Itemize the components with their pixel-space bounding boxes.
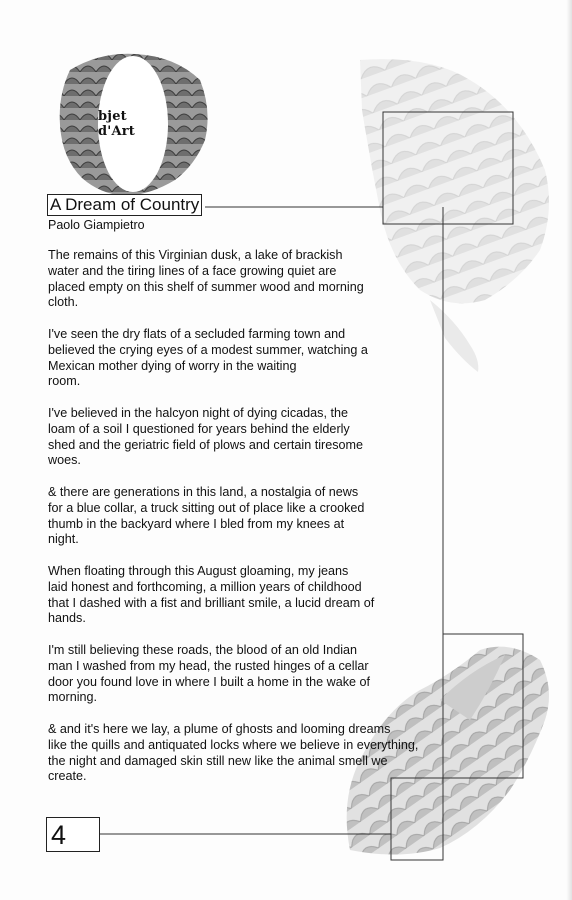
poem-line: The remains of this Virginian dusk, a lake of brackish xyxy=(48,248,343,262)
stanza xyxy=(48,327,448,390)
poem-line: for a blue collar, a truck sitting out of place like a crooked xyxy=(48,500,365,515)
poem-line: I'm still believing these roads, the blood of an old Indian xyxy=(48,642,358,657)
poem-line: create. xyxy=(48,769,87,784)
poem-line: laid honest and forthcoming, a million years of childhood xyxy=(48,579,362,594)
poem-line: door you found love in where I built a home in the wake of xyxy=(48,674,371,689)
article-author: Paolo Giampietro xyxy=(48,218,145,232)
poem-line: night. xyxy=(48,532,79,547)
poem-line: room. xyxy=(48,374,81,389)
poem-line: cloth. xyxy=(48,295,79,310)
poem-line: woes. xyxy=(48,453,81,468)
poem-line: loam of a soil I questioned for years behind the elderly xyxy=(48,421,350,436)
poem-line: believed the crying eyes of a modest summer, watching a xyxy=(48,342,368,357)
poem-line: man I washed from my head, the rusted hinges of a cellar xyxy=(48,658,369,673)
poem-line: like the quills and antiquated locks where we believe in everything, xyxy=(48,737,419,752)
article-title: A Dream of Country xyxy=(47,194,202,216)
logo-text: bjet d'Art xyxy=(98,109,136,139)
poem-line: hands. xyxy=(48,611,86,626)
poem-line: morning. xyxy=(48,690,97,705)
page-number-box xyxy=(46,817,100,852)
poem-line: shed and the geriatric field of plows and certain tiresome xyxy=(48,437,364,452)
stanza xyxy=(48,722,448,785)
stanza xyxy=(48,564,448,627)
poem-line: the night and damaged skin still new like the animal smell we xyxy=(48,753,388,768)
poem-line: Mexican mother dying of worry in the waiting xyxy=(48,358,297,373)
poem-line: placed empty on this shelf of summer wood and morning xyxy=(48,279,364,294)
stanza xyxy=(48,643,448,706)
stanza xyxy=(48,485,448,548)
poem-line: & and it's here we lay, a plume of ghosts and looming dreams xyxy=(48,721,391,736)
poem-body xyxy=(48,248,448,801)
poem-line: & there are generations in this land, a nostalgia of news xyxy=(48,484,359,499)
poem-line: I've believed in the halcyon night of dying cicadas, the xyxy=(48,405,348,420)
poem-line: water and the tiring lines of a face growing quiet are xyxy=(48,263,337,278)
page-number: 4 xyxy=(51,820,67,850)
poem-line: thumb in the backyard where I bled from my knees at xyxy=(48,516,345,531)
poem-line: When floating through this August gloaming, my jeans xyxy=(48,563,349,578)
stanza xyxy=(48,248,448,311)
poem-line: that I dashed with a fist and brilliant smile, a lucid dream of xyxy=(48,595,375,610)
stanza xyxy=(48,406,448,469)
poem-line: I've seen the dry flats of a secluded farming town and xyxy=(48,326,346,341)
logo-badge xyxy=(98,56,168,192)
